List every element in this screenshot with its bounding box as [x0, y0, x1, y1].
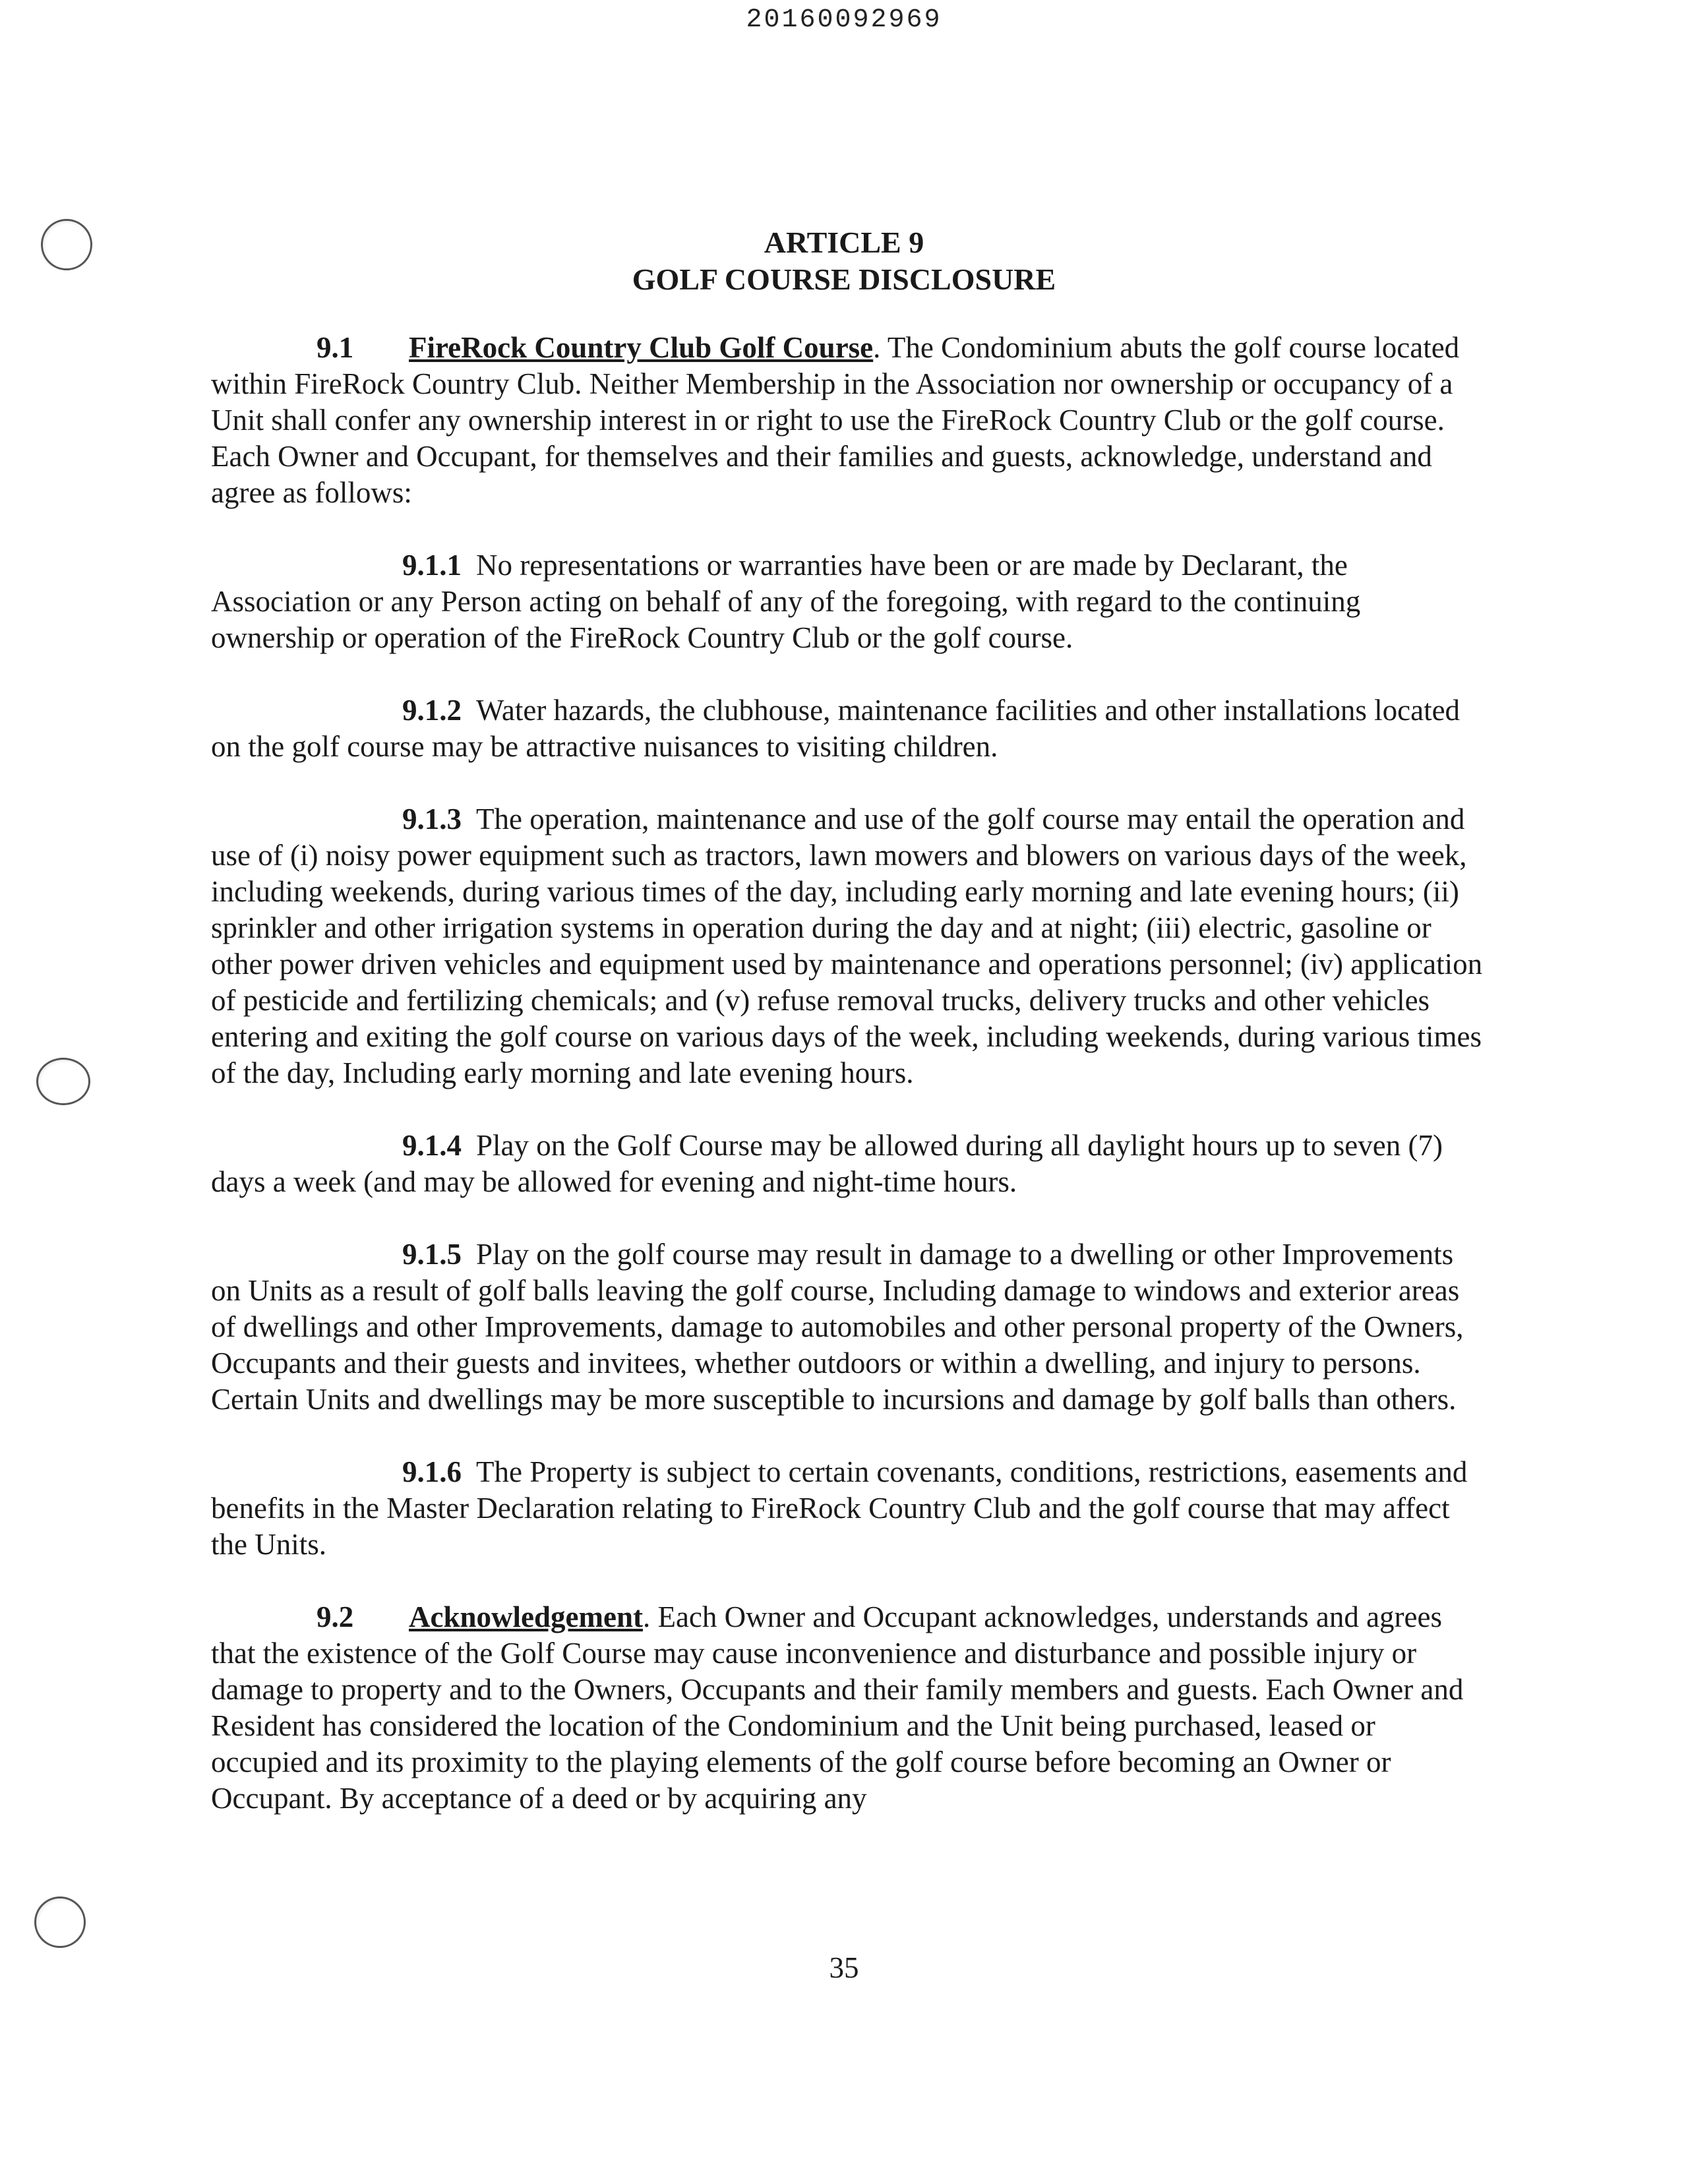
punch-hole-bottom	[34, 1896, 86, 1948]
section-text: Water hazards, the clubhouse, maintenance facilities and other installations located on the golf course may be attractive nuisances to visiting children.	[211, 694, 1461, 763]
punch-hole-middle	[36, 1058, 90, 1105]
recording-number: 20160092969	[746, 5, 942, 35]
section-9-1	[211, 330, 1484, 511]
section-number: 9.1	[316, 331, 354, 364]
section-9-2	[211, 1599, 1484, 1817]
section-number: 9.1.5	[402, 1238, 462, 1271]
section-caption: Acknowledgement	[409, 1600, 643, 1633]
article-subtitle: GOLF COURSE DISCLOSURE	[632, 262, 1056, 296]
section-number: 9.1.6	[402, 1455, 462, 1488]
document-body	[211, 330, 1484, 1853]
section-text: No representations or warranties have been or are made by Declarant, the Association or any Person acting on behalf of any of the foregoing, with regard to the continuing ownership or operation of the FireRock Country Club or the golf course.	[211, 549, 1361, 654]
section-text: . The Condominium abuts the golf course located within FireRock Country Club. Neither Membership in the Association nor ownership or occupancy of a Unit shall confer any ownership interest in or right to use the FireRock Country Club or the golf course. Each Owner and Occupant, for themselves and their families and guests, acknowledge, understand and agree as follows:	[211, 331, 1460, 509]
section-9-1-5	[211, 1236, 1484, 1418]
section-text: The operation, maintenance and use of the golf course may entail the operation and use of (i) noisy power equipment such as tractors, lawn mowers and blowers on various days of the week, including weekends, during various times of the day, including early morning and late evening hours; (ii) sprinkler and other irrigation systems in operation during the day and at night; (iii) electric, gasoline or other power driven vehicles and equipment used by maintenance and operations personnel; (iv) application of pesticide and fertilizing chemicals; and (v) refuse removal trucks, delivery trucks and other vehicles entering and exiting the golf course on various days of the week, including weekends, during various times of the day, Including early morning and late evening hours.	[211, 803, 1483, 1089]
section-9-1-3	[211, 801, 1484, 1091]
section-number: 9.1.2	[402, 694, 462, 727]
section-9-1-6	[211, 1454, 1484, 1563]
section-number: 9.1.3	[402, 803, 462, 835]
section-9-1-1	[211, 547, 1484, 656]
page-number: 35	[829, 1951, 859, 1984]
section-9-1-2	[211, 692, 1484, 765]
section-number: 9.2	[316, 1600, 354, 1633]
article-title: ARTICLE 9	[764, 226, 924, 259]
section-number: 9.1.4	[402, 1129, 462, 1162]
section-number: 9.1.1	[402, 549, 462, 582]
section-9-1-4	[211, 1128, 1484, 1200]
section-text: . Each Owner and Occupant acknowledges, understands and agrees that the existence of the Golf Course may cause inconvenience and disturbance and possible injury or damage to property and to the Owners, Occupants and their family members and guests. Each Owner and Resident has considered the location of the Condominium and the Unit being purchased, leased or occupied and its proximity to the playing elements of the golf course before becoming an Owner or Occupant. By acceptance of a deed or by acquiring any	[211, 1600, 1464, 1815]
section-text: The Property is subject to certain covenants, conditions, restrictions, easements and benefits in the Master Declaration relating to FireRock Country Club and the golf course that may affect the Units.	[211, 1455, 1468, 1561]
section-text: Play on the golf course may result in damage to a dwelling or other Improvements on Units as a result of golf balls leaving the golf course, Including damage to windows and exterior areas of dwellings and other Improvements, damage to automobiles and other personal property of the Owners, Occupants and their guests and invitees, whether outdoors or within a dwelling, and injury to persons. Certain Units and dwellings may be more susceptible to incursions and damage by golf balls than others.	[211, 1238, 1464, 1416]
section-caption: FireRock Country Club Golf Course	[409, 331, 874, 364]
section-text: Play on the Golf Course may be allowed during all daylight hours up to seven (7) days a week (and may be allowed for evening and night-time hours.	[211, 1129, 1443, 1198]
